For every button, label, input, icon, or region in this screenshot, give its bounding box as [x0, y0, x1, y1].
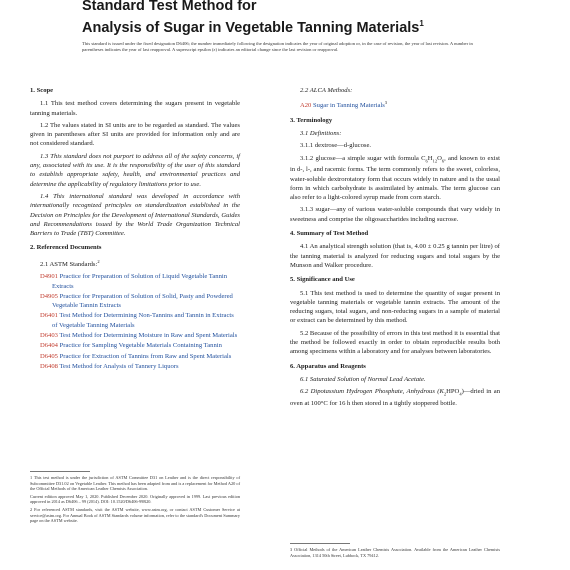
designation-note: This standard is issued under the fixed designation D6406; the number immediately following the designation indicates the year of original adoption or, in the case of revision, the year of last revision. A number in parentheses indicates the year of last reapproval. A superscript epsilon (ε) indicates an editorial change since the last revision or reapproval.: [82, 41, 473, 53]
reference-item[interactable]: D4905 Practice for Preparation of Solution of Solid, Pasty and Powdered Vegetable Tannin Extracts: [40, 292, 233, 310]
term-3-1: 3.1 Definitions:: [300, 130, 342, 138]
title-footnote-mark: 1: [419, 19, 424, 28]
footnotes-left: [30, 475, 240, 526]
reference-item[interactable]: D6405 Practice for Extraction of Tannins from Raw and Spent Materials: [40, 352, 232, 360]
reference-item[interactable]: D6408 Test Method for Analysis of Tannery Liquors: [40, 362, 179, 370]
reference-item[interactable]: D6401 Test Method for Determining Non-Tannins and Tannin in Extracts of Vegetable Tanning Materials: [40, 312, 234, 329]
refdocs-2-1: 2.1 ASTM Standards:$^2$: [40, 258, 100, 268]
footnote-1-edition: Current edition approved May 1, 2020. Published December 2020. Originally approved in 1999. Last previous edition approved in 2014 as D6406 – 99 (2014). DOI: 10.1520/D6406-99R20.: [30, 493, 240, 505]
apparatus-6-2: 6.2 Dipotassium Hydrogen Phosphate, Anhydrous $(K_2HPO_4)—dried$ in an oven at 100°C for 16 h then stored in a tightly stoppered bottle.: [290, 388, 500, 407]
summary-heading: 4. Summary of Test Method: [290, 230, 369, 238]
reference-item[interactable]: D6404 Practice for Sampling Vegetable Materials Containing Tannin: [40, 342, 222, 350]
document-title: [82, 0, 502, 37]
apparatus-heading: 6. Apparatus and Reagents: [290, 362, 366, 370]
title-line-1: Standard Test Method for: [82, 0, 257, 14]
reference-list: [30, 272, 240, 371]
sub-6b: 6: [441, 157, 445, 163]
footnote-3: 3 Official Methods of the American Leather Chemists Association. Available from the American Leather Chemists Association, 1314 50th Street, Lubbock, TX 79412.: [290, 547, 500, 558]
referenced-documents-heading: 2. Referenced Documents: [30, 244, 102, 252]
footnotes-right: [290, 547, 500, 560]
terminology-heading: 3. Terminology: [290, 116, 333, 124]
scope-1-3: 1.3 This standard does not purport to address all of the safety concerns, if any, associated with its use. It is the responsibility of the user of this standard to establish appropriate safety, health, and environmental practices and determine the applicability of regulatory limitations prior to use.: [30, 152, 240, 188]
alca-2-2: 2.2 ALCA Methods:: [300, 87, 353, 94]
scope-1-1: 1.1 This test method covers determining the sugars present in vegetable tanning materials.: [30, 100, 240, 117]
reference-item[interactable]: D4901 Practice for Preparation of Solution of Liquid Vegetable Tannin Extracts: [40, 273, 228, 290]
apparatus-6-1: 6.1 Saturated Solution of Normal Lead Acetate.: [300, 375, 426, 383]
significance-5-2: 5.2 Because of the possibility of errors in this test method it is essential that the method be followed exactly in order to obtain reproducible results both among specimens within a laboratory and for analyses between laboratories.: [290, 329, 500, 356]
left-column: [30, 86, 240, 372]
scope-heading: 1. Scope: [30, 87, 54, 94]
footnote-rule-right: [290, 543, 350, 544]
scope-1-2: 1.2 The values stated in SI units are to be regarded as standard. The values given in parentheses after SI units are provided for information only and are not considered standard.: [30, 121, 240, 148]
footnote-2: 2 For referenced ASTM standards, visit the ASTM website, www.astm.org, or contact ASTM Customer Service at service@astm.org. For Annual Book of ASTM Standards volume information, refer to the standard's Document Summary page on the ASTM website.: [30, 506, 240, 524]
title-line-2: Analysis of Sugar in Vegetable Tanning Materials$^1$: [82, 19, 424, 36]
term-3-1-1: 3.1.1 dextrose—d-glucose.: [300, 142, 372, 150]
footnote-rule-left: [30, 471, 90, 472]
reference-item[interactable]: D6403 Test Method for Determining Moisture in Raw and Spent Materials: [40, 332, 238, 340]
significance-heading: 5. Significance and Use: [290, 276, 355, 284]
footnote-1: 1 This test method is under the jurisdiction of ASTM Committee D31 on Leather and is the direct responsibility of Subcommittee D31.02 on Vegetable Leather. This method has been adapted from and is a replacement for Method A20 of the Official Methods of the American Leather Chemists Association.: [30, 475, 240, 492]
term-3-1-3: 3.1.3 sugar—any of various water-soluble compounds that vary widely in sweetness and comprise the oligosaccharides including sucrose.: [290, 206, 500, 223]
term-3-1-2: 3.1.2 glucose—a simple sugar with formula $C_6H_{12}O_6$, and known to exist in d-, l-, and racemic forms. The term commonly refers to the sweet, colorless, water-soluble dextrorotatory form that occurs widely in nature and is the usual form in which carbohydrate is assimilated by animals. The term glucose can also refer to a light-colored syrup made from corn starch.: [290, 154, 500, 202]
summary-4-1: 4.1 An analytical strength solution (that is, 4.00 ± 0.25 g tannin per litre) of the tanning material is analyzed for reducing sugars and total sugars by the Munson and Walker procedure.: [290, 243, 500, 269]
significance-5-1: 5.1 This test method is used to determine the quantity of sugar present in vegetable tanning materials or vegetable tannin extracts. The amount of the reducing sugars, total sugars, and non-reducing sugars in a sample of material or extract can be determined by this method.: [290, 289, 500, 325]
alca-reference-item[interactable]: A20 Sugar in Tanning Materials$^3$: [300, 100, 388, 110]
scope-1-4: 1.4 This international standard was developed in accordance with internationally recognized principles on standardization established in the Decision on Principles for the Development of International Standards, Guides and Recommendations issued by the World Trade Organization Technical Barriers to Trade (TBT) Committee.: [30, 192, 240, 238]
right-column: [290, 86, 500, 411]
